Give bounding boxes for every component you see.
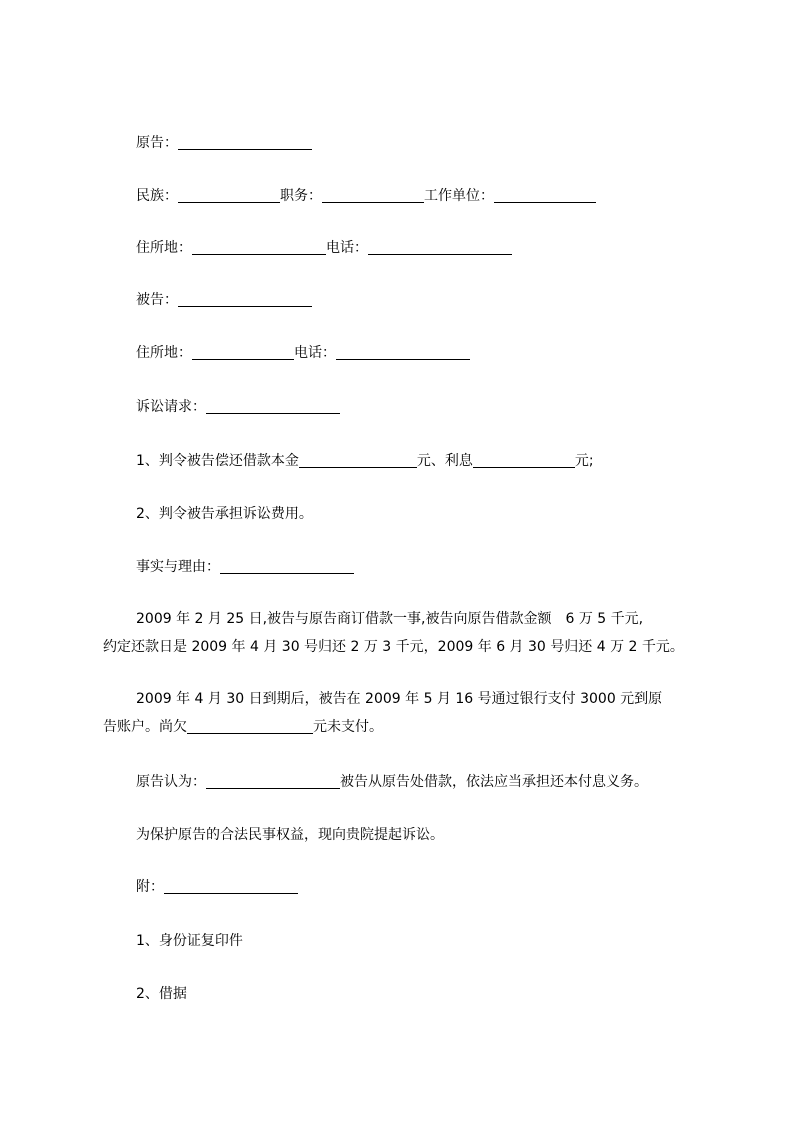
plaintiff-blank[interactable] <box>178 135 312 150</box>
plaintiff-residence-line <box>136 238 512 258</box>
owed-text: 告账户。尚欠 <box>103 719 187 735</box>
protect-line <box>136 825 444 845</box>
phone-label: 电话： <box>326 240 368 256</box>
defendant-line <box>136 290 312 310</box>
opinion-line <box>136 772 648 792</box>
claims-label: 诉讼请求： <box>136 399 206 415</box>
defendant-phone-blank[interactable] <box>336 345 470 360</box>
plaintiff-phone-blank[interactable] <box>368 240 512 255</box>
attachment-line <box>136 877 298 897</box>
ethnicity-blank[interactable] <box>178 188 280 203</box>
position-label: 职务： <box>280 188 322 204</box>
facts-paragraph-2-row-2 <box>103 717 703 737</box>
position-blank[interactable] <box>322 188 424 203</box>
facts-paragraph-1-row-1: 2009 年 2 月 25 日,被告与原告商订借款一事,被告向原告借款金额 6 万 5 千元, <box>136 611 644 627</box>
residence-label: 住所地： <box>136 345 192 361</box>
defendant-residence-line <box>136 343 470 363</box>
opinion-blank[interactable] <box>206 774 340 789</box>
principal-blank[interactable] <box>299 453 417 468</box>
facts-label: 事实与理由： <box>136 559 220 575</box>
attachment-label: 附： <box>136 879 164 895</box>
claims-blank[interactable] <box>206 399 340 414</box>
attachment-item-2 <box>136 984 187 1004</box>
defendant-label: 被告： <box>136 292 178 308</box>
defendant-blank[interactable] <box>178 292 312 307</box>
facts-blank[interactable] <box>220 559 354 574</box>
claim-2-line <box>136 504 313 524</box>
facts-line <box>136 557 354 577</box>
attachment-blank[interactable] <box>164 879 298 894</box>
attachment-item-1-text: 1、身份证复印件 <box>136 933 243 949</box>
facts-paragraph-2 <box>103 689 703 737</box>
owed-blank[interactable] <box>187 719 313 734</box>
facts-paragraph-1-row-2: 约定还款日是 2009 年 4 月 30 号归还 2 万 3 千元，2009 年 6 月 30 号归还 4 万 2 千元。 <box>103 639 684 655</box>
opinion-text: 被告从原告处借款，依法应当承担还本付息义务。 <box>340 774 648 790</box>
workplace-blank[interactable] <box>494 188 596 203</box>
interest-blank[interactable] <box>473 453 575 468</box>
claim-1-line <box>136 451 594 471</box>
claim-2-text: 2、判令被告承担诉讼费用。 <box>136 506 313 522</box>
workplace-label: 工作单位： <box>424 188 494 204</box>
residence-label: 住所地： <box>136 240 192 256</box>
facts-paragraph-2-row-1: 2009 年 4 月 30 日到期后，被告在 2009 年 5 月 16 号通过银行支付 3000 元到原 <box>136 691 663 707</box>
claim-1-text: 1、判令被告偿还借款本金 <box>136 453 299 469</box>
claim-1-interest: 元、利息 <box>416 453 473 469</box>
ethnicity-label: 民族： <box>136 188 178 204</box>
defendant-residence-blank[interactable] <box>192 345 294 360</box>
plaintiff-residence-blank[interactable] <box>192 240 326 255</box>
attachment-item-2-text: 2、借据 <box>136 986 187 1002</box>
phone-label: 电话： <box>294 345 336 361</box>
plaintiff-line <box>136 133 312 153</box>
claim-1-end: 元; <box>574 453 594 469</box>
facts-paragraph-1 <box>103 609 703 657</box>
claims-line <box>136 397 340 417</box>
plaintiff-label: 原告： <box>136 135 178 151</box>
protect-text: 为保护原告的合法民事权益，现向贵院提起诉讼。 <box>136 827 444 843</box>
plaintiff-info-line <box>136 186 596 206</box>
attachment-item-1 <box>136 931 243 951</box>
opinion-label: 原告认为： <box>136 774 206 790</box>
unpaid-text: 元未支付。 <box>313 719 383 735</box>
